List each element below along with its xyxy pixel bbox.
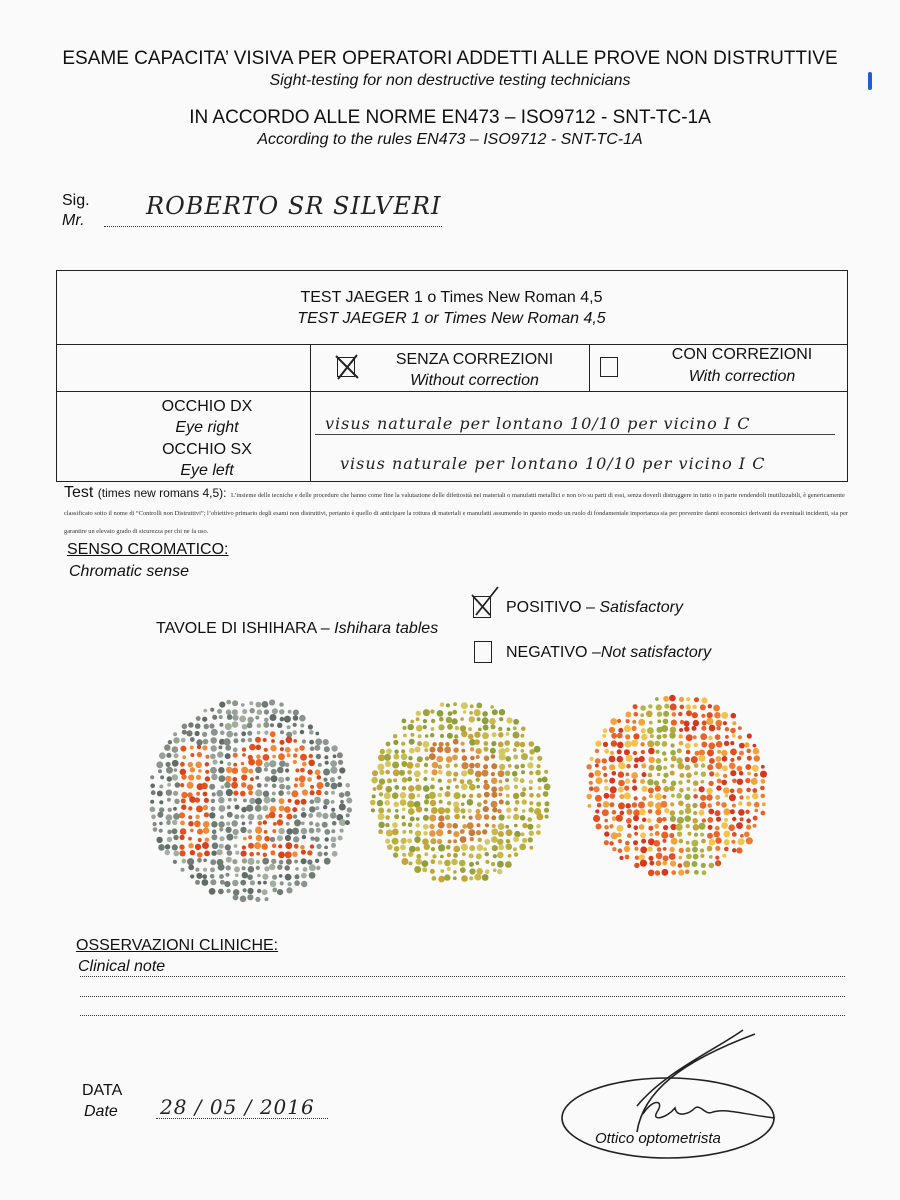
test-title-en: TEST JAEGER 1 or Times New Roman 4,5 <box>297 310 606 327</box>
without-correction-label-en: Without correction <box>410 372 539 389</box>
right-eye-label-en: Eye right <box>175 419 239 436</box>
negative-label-en: Not satisfactory <box>600 644 712 661</box>
with-correction-label-en: With correction <box>688 368 796 385</box>
signature-role: Ottico optometrista <box>595 1130 721 1147</box>
test-title: TEST JAEGER 1 o Times New Roman 4,5 <box>300 289 603 306</box>
ishihara-plates <box>140 688 790 918</box>
date-month: 05 <box>209 1095 238 1119</box>
clinical-line-3[interactable] <box>80 1015 845 1016</box>
name-label-en: Mr. <box>62 212 85 229</box>
chromatic-heading: SENSO CROMATICO: <box>67 541 229 558</box>
date-label-en: Date <box>84 1103 118 1120</box>
vision-test-table <box>56 270 848 482</box>
negative-label-it: NEGATIVO – <box>506 644 601 661</box>
norms-title: IN ACCORDO ALLE NORME EN473 – ISO9712 - SNT-TC-1A <box>189 107 711 128</box>
with-correction-checkbox[interactable] <box>600 357 618 377</box>
name-value: ROBERTO SR SILVERI <box>146 192 442 220</box>
ishihara-label-it: TAVOLE DI ISHIHARA – <box>156 620 330 637</box>
date-day: 28 <box>160 1095 188 1119</box>
table-divider <box>57 391 847 392</box>
without-correction-checkbox[interactable] <box>337 357 355 377</box>
left-eye-label: OCCHIO SX <box>162 441 252 458</box>
form-title: ESAME CAPACITA’ VISIVA PER OPERATORI ADDETTI ALLE PROVE NON DISTRUTTIVE <box>62 48 838 69</box>
clinical-line-1[interactable] <box>80 976 845 977</box>
positive-label-en: Satisfactory <box>599 599 683 616</box>
table-divider <box>310 344 311 481</box>
ishihara-plate-2 <box>370 702 551 882</box>
date-label: DATA <box>82 1082 123 1099</box>
name-line <box>104 226 442 227</box>
check-mark-icon <box>333 352 363 382</box>
ishihara-label <box>156 620 438 638</box>
clinical-heading: OSSERVAZIONI CLINICHE: <box>76 937 279 954</box>
test-note-text: L’insieme delle tecniche e delle procedure che hanno come fine la valutazione delle difettosità nei materiali o manufatti metallici e non o/o su parti di essi, senza doverli distruggere in tutto o in parte rendendoli inutilizzabili, è genericamente classificato sotto il nome di “Controlli non Distruttivi”; l’obiettivo primario degli esami non distruttivi, pertanto è quello di anticipare la rottura di materiali e manufatti assumendo in questo modo un ruolo di fondamentale importanza sia per prevenire danni economici derivanti da eventuali incidenti, sia per garantire un elevato grado di sicurezza per chi ne fa uso. <box>64 492 849 535</box>
signature-icon <box>545 1022 795 1172</box>
clinical-heading-en: Clinical note <box>78 958 166 975</box>
with-correction-label: CON CORREZIONI <box>671 346 813 363</box>
left-eye-value: visus naturale per lontano 10/10 per vicino I C <box>340 454 766 473</box>
positive-checkbox[interactable] <box>473 596 491 618</box>
date-year: 2016 <box>259 1095 315 1119</box>
name-label: Sig. <box>62 192 90 209</box>
form-subtitle: Sight-testing for non destructive testing technicians <box>269 72 631 89</box>
test-note-label: Test <box>64 484 94 501</box>
test-note-paren: (times new romans 4,5): <box>97 486 227 500</box>
chromatic-heading-en: Chromatic sense <box>69 563 190 580</box>
without-correction-label: SENZA CORREZIONI <box>395 351 554 368</box>
margin-mark <box>868 72 872 90</box>
right-eye-value: visus naturale per lontano 10/10 per vicino I C <box>325 414 751 433</box>
check-mark-icon <box>468 585 502 619</box>
ishihara-plate-3 <box>586 695 767 876</box>
negative-label <box>506 644 711 662</box>
right-eye-label: OCCHIO DX <box>161 398 253 415</box>
positive-label <box>506 599 683 617</box>
ishihara-plate-1 <box>150 699 353 902</box>
date-line <box>156 1118 328 1119</box>
table-divider <box>589 344 590 391</box>
date-value: 28 / 05 / 2016 <box>160 1095 315 1119</box>
right-eye-underline <box>315 434 835 435</box>
left-eye-label-en: Eye left <box>180 462 234 479</box>
positive-label-it: POSITIVO – <box>506 599 595 616</box>
test-note <box>64 484 854 538</box>
clinical-line-2[interactable] <box>80 996 845 997</box>
norms-subtitle: According to the rules EN473 – ISO9712 - SNT-TC-1A <box>257 131 643 148</box>
negative-checkbox[interactable] <box>474 641 492 663</box>
ishihara-label-en: Ishihara tables <box>334 620 439 637</box>
